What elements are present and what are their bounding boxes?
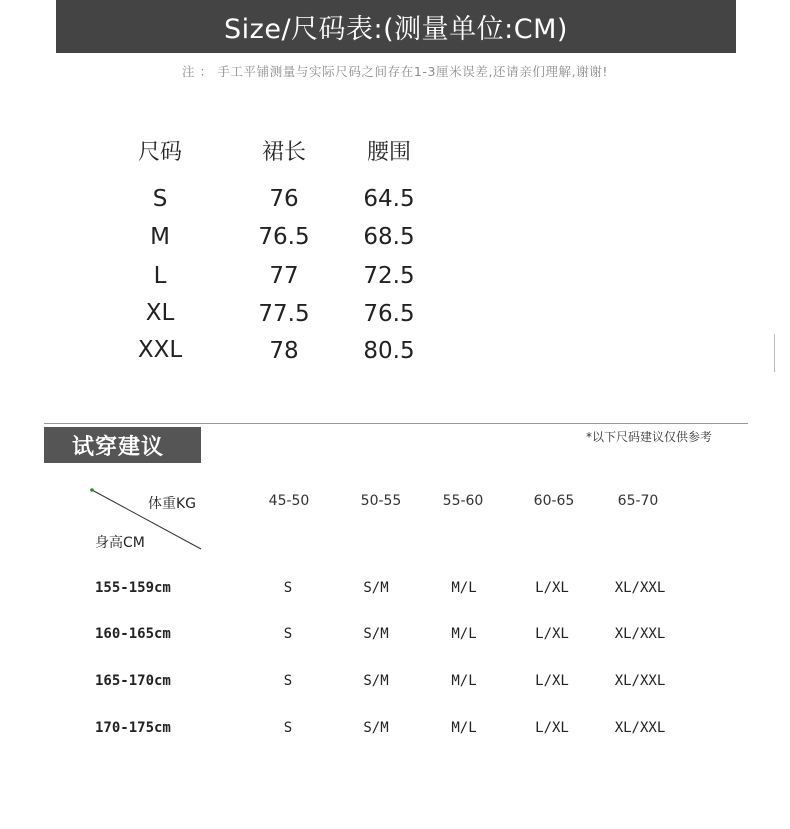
length-cell: 76	[269, 186, 299, 212]
waist-cell: 76.5	[363, 301, 415, 327]
size-suggestion: L/XL	[535, 673, 569, 689]
size-suggestion: L/XL	[535, 580, 569, 596]
length-cell: 77.5	[258, 301, 310, 327]
length-cell: 77	[269, 263, 299, 289]
weight-axis-label: 体重KG	[148, 496, 197, 512]
size-suggestion: M/L	[451, 720, 477, 736]
size-header: 尺码	[137, 140, 182, 165]
waist-cell: 80.5	[363, 338, 415, 364]
weight-column-header: 60-65	[533, 493, 575, 509]
size-suggestion: M/L	[451, 673, 477, 689]
waist-cell: 64.5	[363, 186, 415, 212]
weight-column-header: 50-55	[360, 493, 402, 509]
waist-header: 腰围	[366, 140, 411, 165]
size-suggestion: L/XL	[535, 626, 569, 642]
size-suggestion: XL/XXL	[614, 580, 666, 596]
length-cell: 76.5	[258, 224, 310, 250]
size-suggestion: XL/XXL	[614, 626, 666, 642]
size-suggestion: XL/XXL	[614, 673, 666, 689]
size-cell: S	[152, 186, 168, 212]
size-suggestion: S/M	[363, 673, 389, 689]
weight-column-header: 45-50	[268, 493, 310, 509]
size-suggestion: S/M	[363, 580, 389, 596]
size-suggestion: S	[283, 626, 293, 642]
size-suggestion: L/XL	[535, 720, 569, 736]
size-cell: XL	[145, 300, 175, 326]
size-suggestion: M/L	[451, 580, 477, 596]
edge-line	[774, 334, 775, 372]
height-row-label: 160-165cm	[95, 626, 171, 642]
size-suggestion: S	[283, 580, 293, 596]
weight-column-header: 55-60	[442, 493, 484, 509]
size-suggestion: S/M	[363, 626, 389, 642]
size-cell: L	[153, 263, 167, 289]
page-title: Size/尺码表:(测量单位:CM)	[56, 0, 736, 53]
reference-note: *以下尺码建议仅供参考	[586, 430, 713, 444]
waist-cell: 72.5	[363, 263, 415, 289]
size-suggestion: M/L	[451, 626, 477, 642]
size-suggestion: S	[283, 673, 293, 689]
length-cell: 78	[269, 338, 299, 364]
waist-cell: 68.5	[363, 224, 415, 250]
corner-header	[88, 485, 208, 555]
measurement-note: 注 ： 手工平铺测量与实际尺码之间存在1-3厘米误差,还请亲们理解,谢谢!	[181, 64, 609, 79]
size-suggestion: XL/XXL	[614, 720, 666, 736]
size-suggestion: S/M	[363, 720, 389, 736]
height-row-label: 155-159cm	[95, 580, 171, 596]
height-row-label: 165-170cm	[95, 673, 171, 689]
section-divider	[44, 423, 748, 424]
weight-column-header: 65-70	[617, 493, 659, 509]
height-axis-label: 身高CM	[95, 535, 145, 551]
recommend-label: 试穿建议	[44, 427, 201, 463]
height-row-label: 170-175cm	[95, 720, 171, 736]
size-cell: XXL	[137, 337, 183, 363]
size-cell: M	[150, 224, 170, 250]
size-suggestion: S	[283, 720, 293, 736]
length-header: 裙长	[261, 140, 306, 165]
